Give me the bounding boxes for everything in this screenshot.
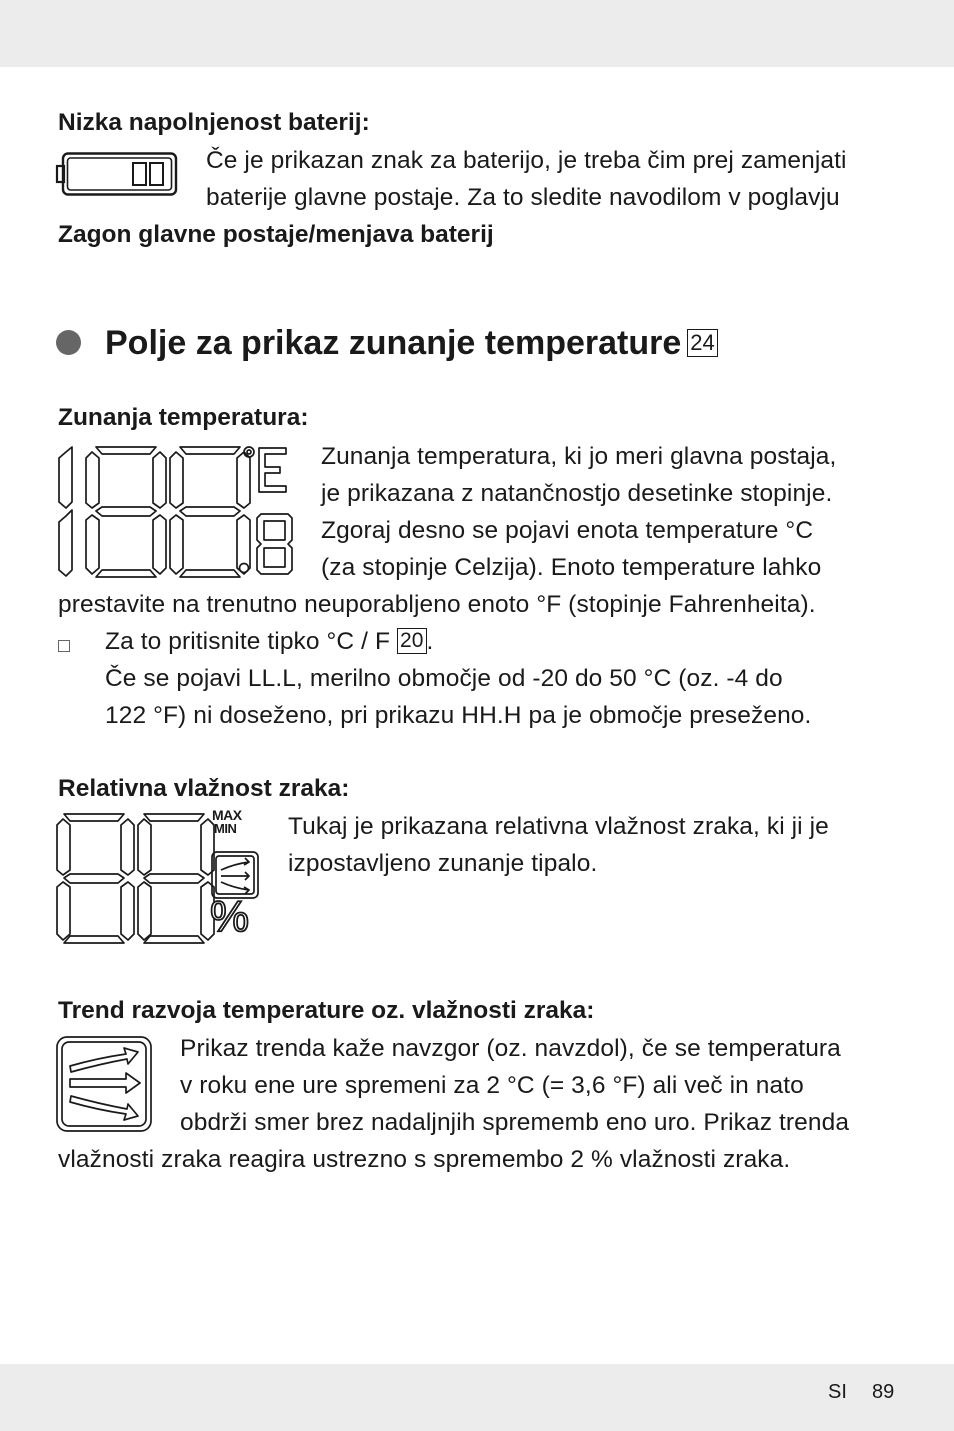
lcd-temperature-digits-icon <box>56 444 296 580</box>
humidity-line1: Tukaj je prikazana relativna vlažnost zraka, ki ji je <box>288 813 829 840</box>
trend-line2: v roku ene ure spremeni za 2 °C (= 3,6 °F) ali več in nato <box>180 1072 804 1099</box>
trend-line1: Prikaz trenda kaže navzgor (oz. navzdol), če se temperatura <box>180 1035 841 1062</box>
humidity-line2: izpostavljeno zunanje tipalo. <box>288 850 598 877</box>
step-checkbox <box>58 640 70 652</box>
step-end: . <box>426 628 434 655</box>
step-text: Za to pritisnite tipko °C / F <box>105 628 391 655</box>
range-note-line2: 122 °F) ni doseženo, pri prikazu HH.H pa je območje preseženo. <box>105 702 812 729</box>
max-label: MAX <box>212 807 242 823</box>
section-ref-box: 24 <box>687 329 717 357</box>
header-band <box>0 0 954 67</box>
page-number: 89 <box>872 1381 895 1403</box>
battery-heading: Nizka napolnjenost baterij: <box>58 109 370 136</box>
battery-low-icon <box>56 152 178 196</box>
range-note-line1: Če se pojavi LL.L, merilno območje od -20 do 50 °C (oz. -4 do <box>105 665 783 692</box>
trend-line4: vlažnosti zraka reagira ustrezno s spremembo 2 % vlažnosti zraka. <box>58 1146 791 1173</box>
footer-band <box>0 1364 954 1431</box>
trend-arrows-icon <box>56 1036 152 1132</box>
humidity-heading: Relativna vlažnost zraka: <box>58 775 350 802</box>
battery-text-line1: Če je prikazan znak za baterijo, je treba čim prej zamenjati <box>206 147 847 174</box>
battery-text-line2: baterije glavne postaje. Za to sledite navodilom v poglavju <box>206 184 840 211</box>
section-title <box>105 318 718 368</box>
section-bullet <box>56 330 81 355</box>
trend-line3: obdrži smer brez nadaljnjih sprememb eno uro. Prikaz trenda <box>180 1109 850 1136</box>
outdoor-temp-line2: je prikazana z natančnostjo desetinke stopinje. <box>321 480 833 507</box>
trend-heading: Trend razvoja temperature oz. vlažnosti zraka: <box>58 997 595 1024</box>
outdoor-temp-line5: prestavite na trenutno neuporabljeno enoto °F (stopinje Fahrenheita). <box>58 591 816 618</box>
section-title-text: Polje za prikaz zunanje temperature <box>105 324 682 362</box>
footer-language: SI <box>828 1381 847 1403</box>
outdoor-temp-line3: Zgoraj desno se pojavi enota temperature °C <box>321 517 814 544</box>
step-ref-box: 20 <box>397 628 427 654</box>
outdoor-temp-line4: (za stopinje Celzija). Enoto temperature lahko <box>321 554 822 581</box>
outdoor-temp-line1: Zunanja temperatura, ki jo meri glavna postaja, <box>321 443 837 470</box>
battery-chapter-link: Zagon glavne postaje/menjava baterij <box>58 221 494 248</box>
outdoor-temp-heading: Zunanja temperatura: <box>58 404 309 431</box>
min-label: MIN <box>214 821 237 836</box>
percent-symbol: % <box>210 892 250 941</box>
step-line <box>105 623 433 660</box>
